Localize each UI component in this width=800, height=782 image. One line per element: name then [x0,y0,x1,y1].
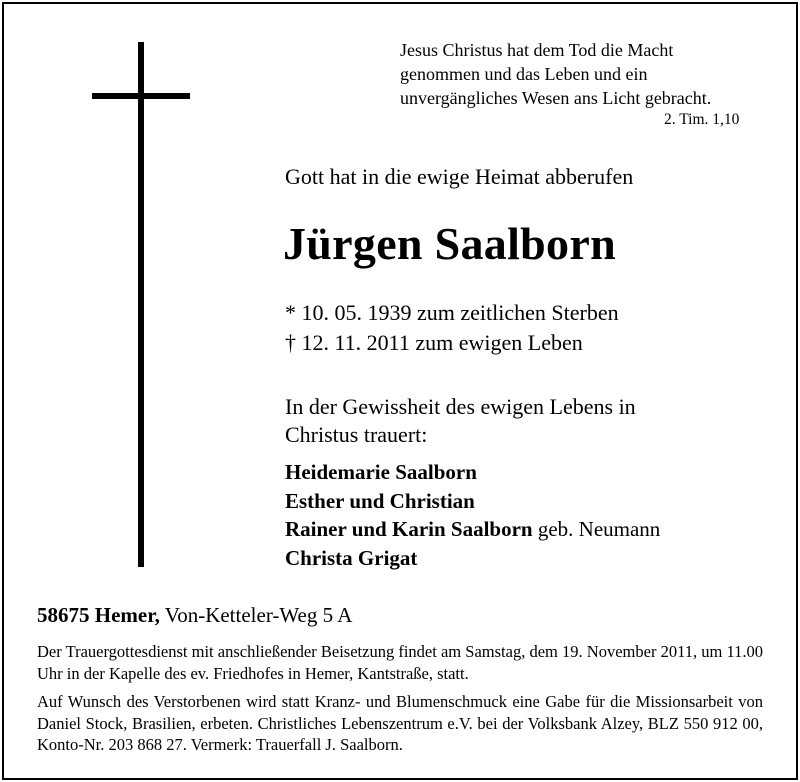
cross-icon-vertical-bar [138,42,144,567]
bible-verse [400,38,711,110]
mourner-name: Rainer und Karin Saalborn [285,517,533,541]
mourner: Christa Grigat [285,545,418,570]
mourner-note: geb. Neumann [532,517,661,541]
address-street: Von-Ketteler-Weg 5 A [159,603,353,627]
birth-date: * 10. 05. 1939 zum zeitlichen Sterben [285,300,619,325]
faith-line: Christus trauert: [285,422,428,447]
mourner: Esther und Christian [285,488,475,513]
address [37,603,352,628]
cross-icon-horizontal-bar [92,93,190,99]
mourners-list [285,458,660,572]
life-dates [285,298,619,358]
donation-info: Auf Wunsch des Verstorbenen wird statt Kranz- und Blumenschmuck eine Gabe für die Missionsarbeit von Daniel Stock, Brasilien, erbeten. Christliches Lebenszentrum e.V. bei der Volksbank Alzey, BLZ 550 912 00, Konto-Nr. 203 868 27. Vermerk: Trauerfall J. Saalborn. [37,692,763,754]
death-date: † 12. 11. 2011 zum ewigen Leben [285,330,583,355]
intro-text: Gott hat in die ewige Heimat abberufen [285,164,634,189]
address-place: 58675 Hemer, [37,603,160,627]
service-info: Der Trauergottesdienst mit anschließender Beisetzung findet am Samstag, dem 19. November 2011, um 11.00 Uhr in der Kapelle des ev. Friedhofes in Hemer, Kantstraße, statt. [37,642,763,683]
faith-line: In der Gewissheit des ewigen Lebens in [285,394,636,419]
verse-line: Jesus Christus hat dem Tod die Macht [400,40,674,60]
verse-line: unvergängliches Wesen ans Licht gebracht. [400,88,712,108]
deceased-name: Jürgen Saalborn [283,218,616,269]
verse-line: genommen und das Leben und ein [400,64,648,84]
mourner: Heidemarie Saalborn [285,460,477,484]
mourner [285,515,660,544]
obituary-frame [2,2,798,780]
faith-statement [285,393,636,449]
verse-reference: 2. Tim. 1,10 [664,111,740,128]
